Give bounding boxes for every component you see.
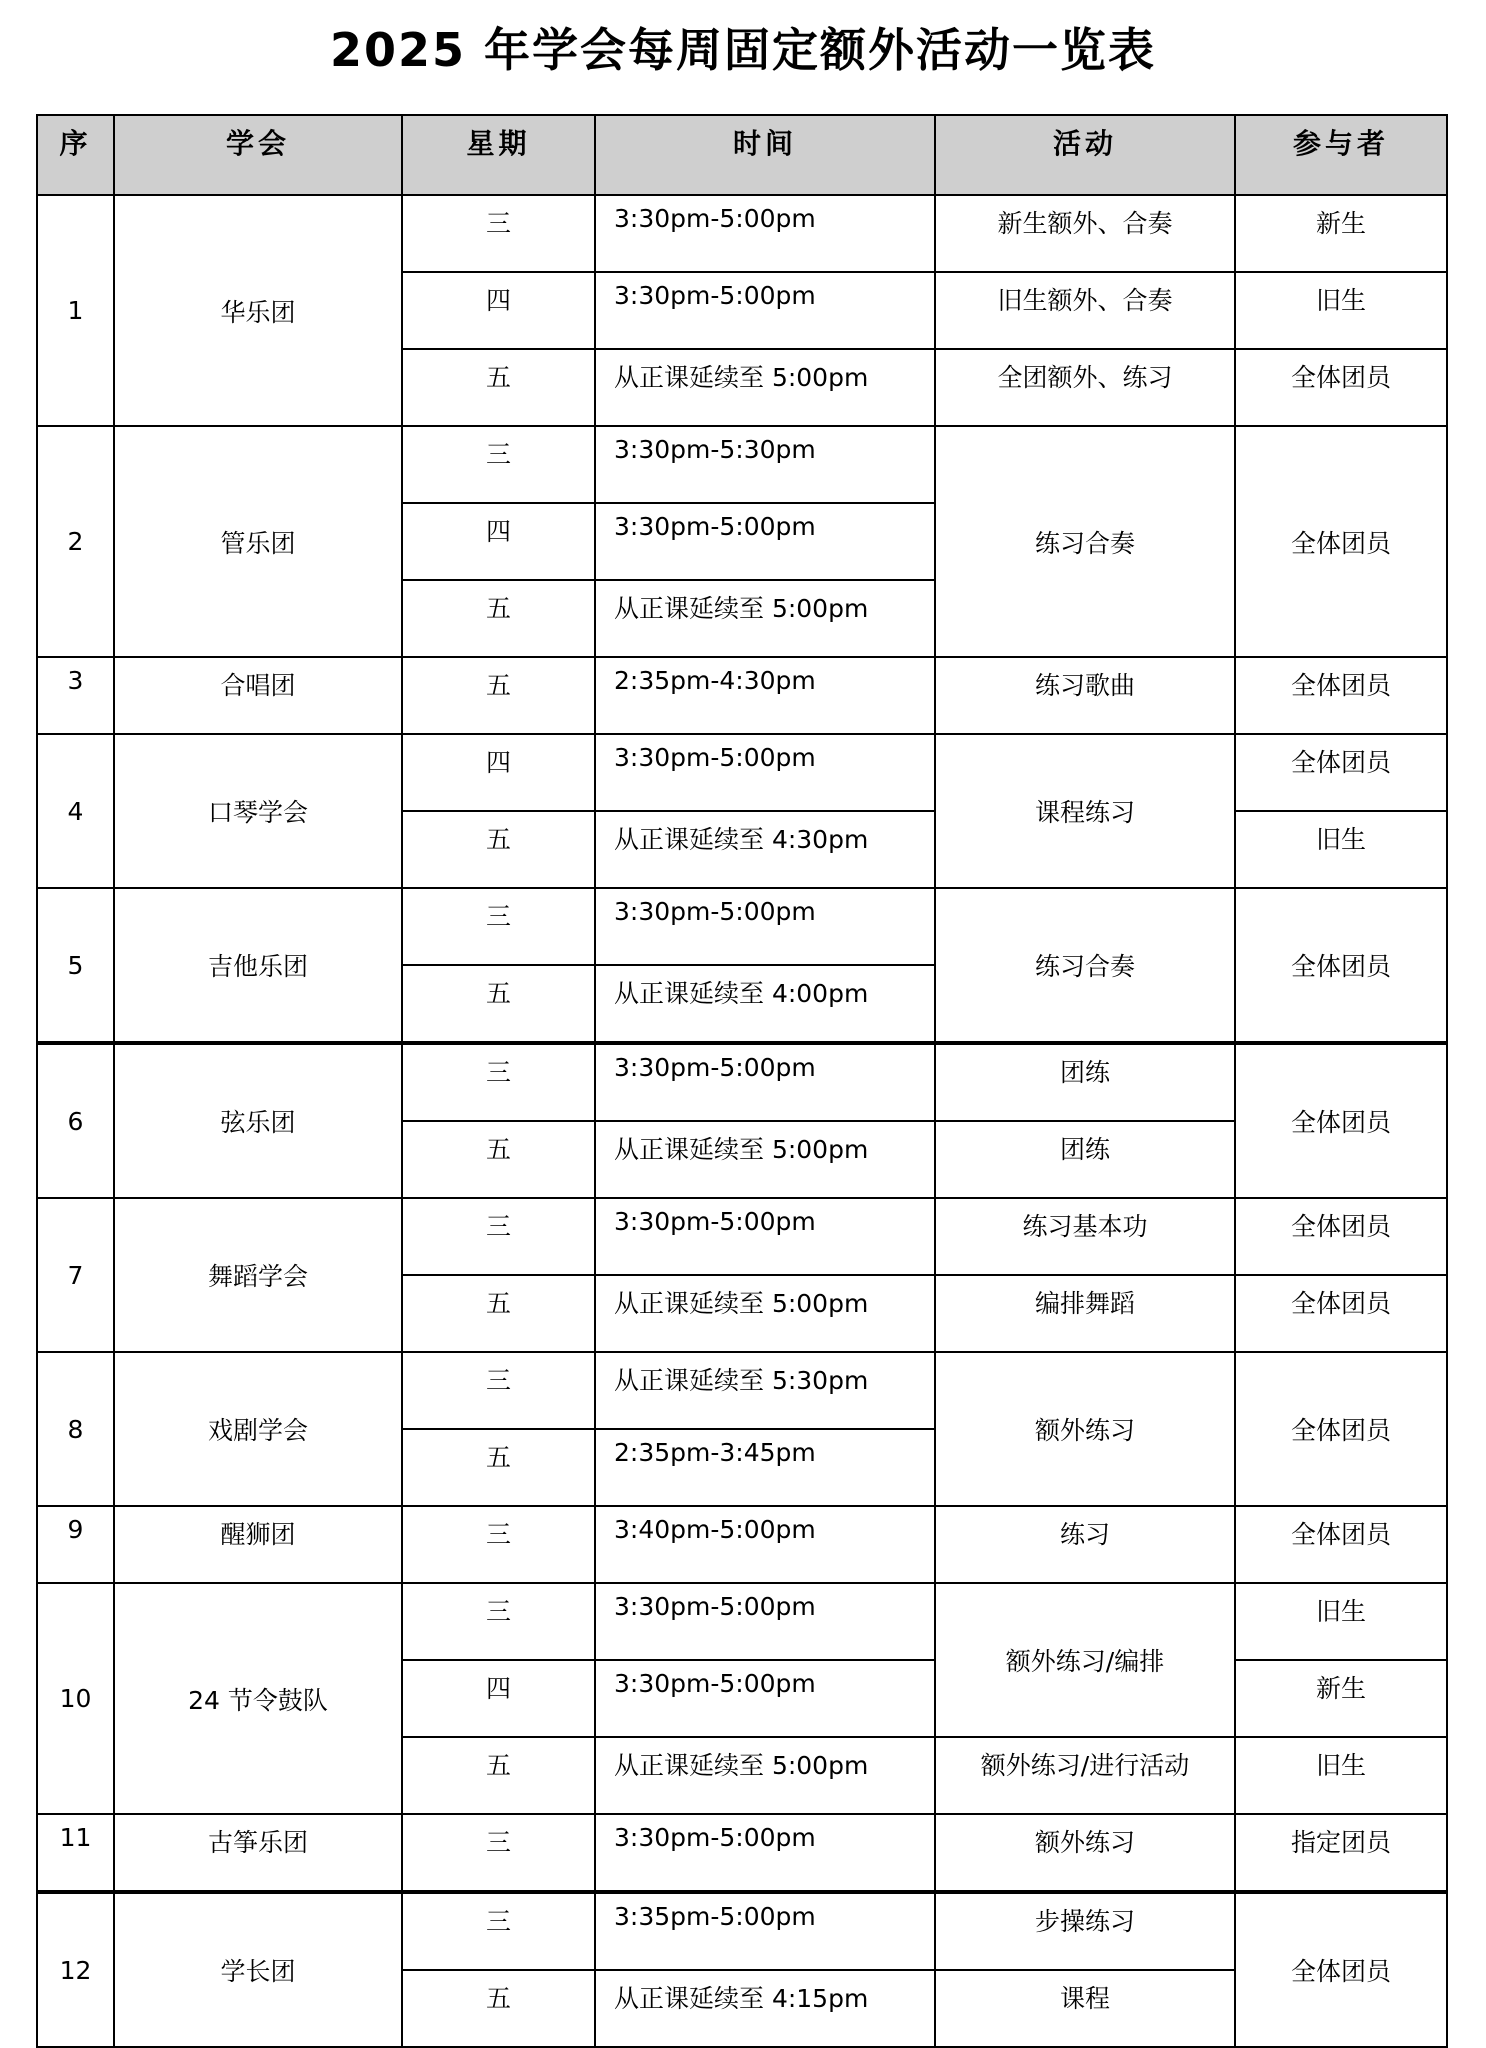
activity-cell: 课程: [935, 1970, 1235, 2047]
table-row: [37, 888, 1447, 965]
time-cell: 从正课延续至 5:00pm: [595, 1737, 935, 1814]
day-cell: 三: [402, 195, 595, 272]
time-cell: 从正课延续至 5:00pm: [595, 349, 935, 426]
row-number: 9: [37, 1506, 114, 1583]
header-day: 星期: [402, 115, 595, 195]
participant-cell: 全体团员: [1235, 1198, 1447, 1275]
table-row: [37, 1583, 1447, 1660]
time-cell: 从正课延续至 4:30pm: [595, 811, 935, 888]
activity-table: [36, 114, 1448, 2048]
club-name: 华乐团: [114, 195, 402, 426]
day-cell: 五: [402, 1121, 595, 1198]
club-name: 醒狮团: [114, 1506, 402, 1583]
row-number: 2: [37, 426, 114, 657]
participant-cell: 旧生: [1235, 1737, 1447, 1814]
participant-cell: 全体团员: [1235, 349, 1447, 426]
participant-cell: 全体团员: [1235, 1352, 1447, 1506]
table-row: [37, 426, 1447, 503]
participant-cell: 旧生: [1235, 811, 1447, 888]
time-cell: 3:30pm-5:00pm: [595, 503, 935, 580]
activity-cell: 额外练习: [935, 1814, 1235, 1892]
table-row: [37, 1814, 1447, 1892]
day-cell: 三: [402, 1892, 595, 1970]
activity-cell: 额外练习/进行活动: [935, 1737, 1235, 1814]
club-name: 吉他乐团: [114, 888, 402, 1043]
time-cell: 从正课延续至 5:00pm: [595, 1275, 935, 1352]
activity-cell: 全团额外、练习: [935, 349, 1235, 426]
day-cell: 五: [402, 657, 595, 734]
time-cell: 3:40pm-5:00pm: [595, 1506, 935, 1583]
header-row: [37, 115, 1447, 195]
day-cell: 四: [402, 734, 595, 811]
day-cell: 五: [402, 1429, 595, 1506]
row-number: 12: [37, 1892, 114, 2047]
table-row: [37, 734, 1447, 811]
activity-cell: 步操练习: [935, 1892, 1235, 1970]
day-cell: 五: [402, 1275, 595, 1352]
time-cell: 3:30pm-5:30pm: [595, 426, 935, 503]
time-cell: 3:35pm-5:00pm: [595, 1892, 935, 1970]
header-participant: 参与者: [1235, 115, 1447, 195]
time-cell: 3:30pm-5:00pm: [595, 1814, 935, 1892]
participant-cell: 全体团员: [1235, 888, 1447, 1043]
table-row: [37, 1043, 1447, 1121]
participant-cell: 新生: [1235, 1660, 1447, 1737]
activity-cell: 旧生额外、合奏: [935, 272, 1235, 349]
time-cell: 3:30pm-5:00pm: [595, 734, 935, 811]
day-cell: 五: [402, 1737, 595, 1814]
header-no: 序: [37, 115, 114, 195]
header-club: 学会: [114, 115, 402, 195]
time-cell: 3:30pm-5:00pm: [595, 1660, 935, 1737]
activity-cell: 额外练习/编排: [935, 1583, 1235, 1737]
club-name: 弦乐团: [114, 1043, 402, 1198]
participant-cell: 指定团员: [1235, 1814, 1447, 1892]
day-cell: 五: [402, 349, 595, 426]
participant-cell: 全体团员: [1235, 1506, 1447, 1583]
header-activity: 活动: [935, 115, 1235, 195]
participant-cell: 全体团员: [1235, 1892, 1447, 2047]
table-row: [37, 657, 1447, 734]
page-title: 2025 年学会每周固定额外活动一览表: [329, 23, 1157, 77]
activity-cell: 编排舞蹈: [935, 1275, 1235, 1352]
participant-cell: 全体团员: [1235, 657, 1447, 734]
time-cell: 从正课延续至 4:00pm: [595, 965, 935, 1043]
club-name: 管乐团: [114, 426, 402, 657]
club-name: 合唱团: [114, 657, 402, 734]
table-row: [37, 1892, 1447, 1970]
participant-cell: 旧生: [1235, 1583, 1447, 1660]
table-row: [37, 195, 1447, 272]
day-cell: 五: [402, 580, 595, 657]
day-cell: 五: [402, 1970, 595, 2047]
row-number: 11: [37, 1814, 114, 1892]
time-cell: 3:30pm-5:00pm: [595, 1198, 935, 1275]
activity-cell: 练习基本功: [935, 1198, 1235, 1275]
activity-cell: 练习合奏: [935, 888, 1235, 1043]
club-name: 戏剧学会: [114, 1352, 402, 1506]
day-cell: 三: [402, 1506, 595, 1583]
row-number: 10: [37, 1583, 114, 1814]
participant-cell: 新生: [1235, 195, 1447, 272]
header-time: 时间: [595, 115, 935, 195]
time-cell: 从正课延续至 5:30pm: [595, 1352, 935, 1429]
participant-cell: 全体团员: [1235, 1275, 1447, 1352]
club-name: 口琴学会: [114, 734, 402, 888]
activity-cell: 练习合奏: [935, 426, 1235, 657]
table-row: [37, 1352, 1447, 1429]
activity-cell: 练习歌曲: [935, 657, 1235, 734]
time-cell: 3:30pm-5:00pm: [595, 1043, 935, 1121]
day-cell: 五: [402, 965, 595, 1043]
row-number: 8: [37, 1352, 114, 1506]
time-cell: 从正课延续至 5:00pm: [595, 580, 935, 657]
row-number: 1: [37, 195, 114, 426]
time-cell: 2:35pm-4:30pm: [595, 657, 935, 734]
day-cell: 三: [402, 1043, 595, 1121]
activity-cell: 课程练习: [935, 734, 1235, 888]
participant-cell: 旧生: [1235, 272, 1447, 349]
participant-cell: 全体团员: [1235, 734, 1447, 811]
time-cell: 3:30pm-5:00pm: [595, 1583, 935, 1660]
activity-cell: 团练: [935, 1043, 1235, 1121]
activity-cell: 额外练习: [935, 1352, 1235, 1506]
club-name: 24 节令鼓队: [114, 1583, 402, 1814]
time-cell: 3:30pm-5:00pm: [595, 272, 935, 349]
time-cell: 从正课延续至 5:00pm: [595, 1121, 935, 1198]
day-cell: 四: [402, 1660, 595, 1737]
row-number: 6: [37, 1043, 114, 1198]
activity-cell: 新生额外、合奏: [935, 195, 1235, 272]
row-number: 4: [37, 734, 114, 888]
day-cell: 三: [402, 1198, 595, 1275]
activity-cell: 练习: [935, 1506, 1235, 1583]
activity-cell: 团练: [935, 1121, 1235, 1198]
day-cell: 三: [402, 1583, 595, 1660]
club-name: 舞蹈学会: [114, 1198, 402, 1352]
club-name: 古筝乐团: [114, 1814, 402, 1892]
time-cell: 从正课延续至 4:15pm: [595, 1970, 935, 2047]
day-cell: 四: [402, 503, 595, 580]
row-number: 7: [37, 1198, 114, 1352]
table-row: [37, 1506, 1447, 1583]
table-row: [37, 1198, 1447, 1275]
row-number: 5: [37, 888, 114, 1043]
day-cell: 三: [402, 426, 595, 503]
participant-cell: 全体团员: [1235, 1043, 1447, 1198]
time-cell: 3:30pm-5:00pm: [595, 195, 935, 272]
row-number: 3: [37, 657, 114, 734]
day-cell: 三: [402, 1814, 595, 1892]
participant-cell: 全体团员: [1235, 426, 1447, 657]
day-cell: 四: [402, 272, 595, 349]
day-cell: 三: [402, 1352, 595, 1429]
time-cell: 3:30pm-5:00pm: [595, 888, 935, 965]
day-cell: 五: [402, 811, 595, 888]
day-cell: 三: [402, 888, 595, 965]
time-cell: 2:35pm-3:45pm: [595, 1429, 935, 1506]
club-name: 学长团: [114, 1892, 402, 2047]
